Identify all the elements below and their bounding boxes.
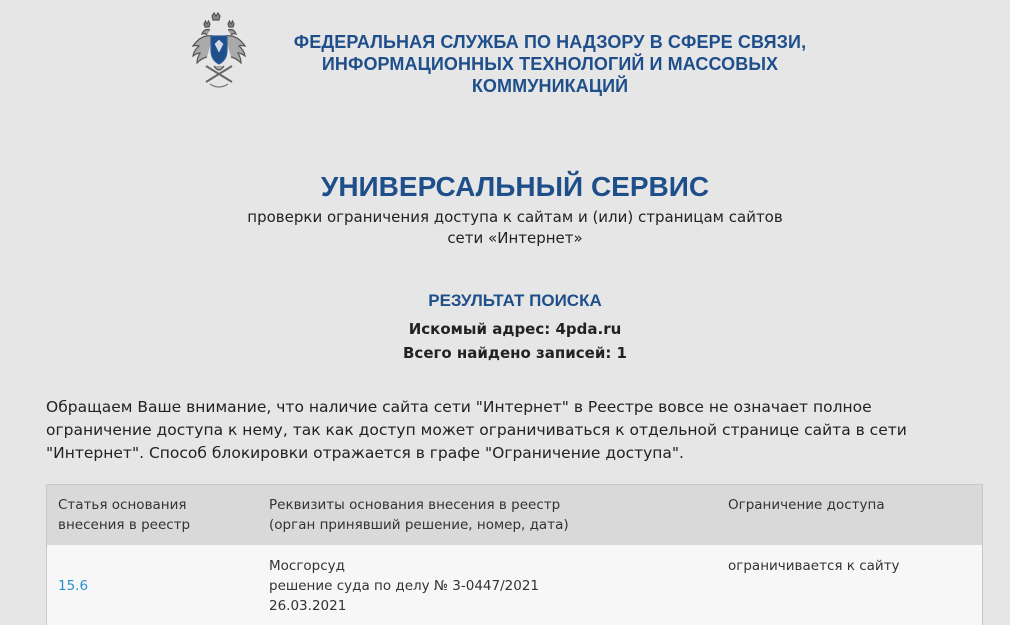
blocking-notice: Обращаем Ваше внимание, что наличие сайта сети "Интернет" в Реестре вовсе не означает полное ограничение доступа к нему, так как доступ может ограничиваться к отдельной странице сайта в сети "Интернет". Способ блокировки отражается в графе "Ограничение доступа". — [46, 398, 907, 462]
service-subtitle — [0, 207, 1010, 249]
service-title: УНИВЕРСАЛЬНЫЙ СЕРВИС — [320, 171, 710, 202]
service-subtitle-line1: проверки ограничения доступа к сайтам и (или) страницам сайтов — [247, 208, 783, 226]
search-result-title: РЕЗУЛЬТАТ ПОИСКА — [428, 291, 602, 310]
registry-results-table — [46, 484, 983, 625]
article-cell — [58, 556, 88, 596]
site-header — [0, 0, 1010, 100]
table-header-row — [47, 485, 982, 545]
column-header-restriction: Ограничение доступа — [728, 497, 885, 513]
basis-cell: Мосгорсуд решение суда по делу № 3-0447/2021 26.03.2021 — [269, 558, 540, 614]
organization-name-line2: ИНФОРМАЦИОННЫХ ТЕХНОЛОГИЙ И МАССОВЫХ КОММУНИКАЦИЙ — [321, 54, 779, 96]
restriction-cell: ограничивается к сайту — [728, 558, 900, 574]
organization-name — [270, 31, 830, 97]
organization-name-line1: ФЕДЕРАЛЬНАЯ СЛУЖБА ПО НАДЗОРУ В СФЕРЕ СВЯЗИ, — [293, 32, 807, 52]
column-header-article: Статья основания внесения в реестр — [58, 497, 191, 533]
service-subtitle-line2: сети «Интернет» — [447, 229, 583, 247]
searched-address: Искомый адрес: 4pda.ru — [408, 320, 622, 338]
double-headed-eagle-emblem-icon — [188, 12, 250, 90]
records-found-count: Всего найдено записей: 1 — [403, 344, 627, 362]
article-link[interactable]: 15.6 — [58, 578, 89, 594]
column-header-basis: Реквизиты основания внесения в реестр (орган принявший решение, номер, дата) — [269, 497, 569, 533]
